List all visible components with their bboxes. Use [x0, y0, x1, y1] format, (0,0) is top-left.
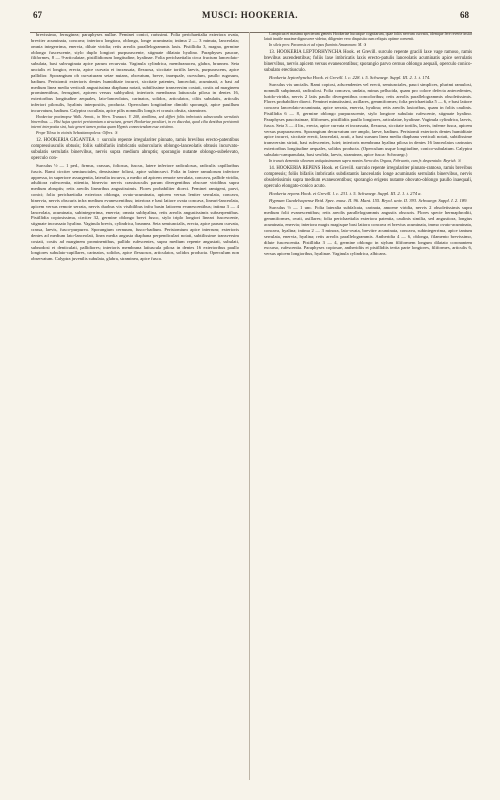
left-note-2: Prope Tilosa in viciniis Sebastianopoleos: Olfers. ♃ — [36, 130, 118, 135]
page-number-right: 68 — [460, 10, 469, 20]
species-13-locality: In truncis dementia silvarum antiquissimarum supra montes Serra dos Orgaos, Februario, cum fr. desperatulo: Beyrich. ♃ — [269, 158, 461, 163]
page-number-left: 67 — [33, 10, 42, 20]
left-note-1: Hookeriae pratimopse Walk. Arnott., in Wern. Transact. V. 208, simillima, sed differt foliis imbricatis subsecundis serrulatis binervibus. — Hisi hujus speciei peristomium a structura, generi Hookeriae peculiari, in eo discedat, quod cilia dentibus peristomii interni interposita sint, huic generi tamen potius quam Hypnis connectendam esse existimo. — [31, 114, 239, 129]
right-paragraph-0: Conspicua et maxima specierum generis Hookeriae hucusque cognitarum, quae foliis nervum curvatis, idemque fere reverte instar latuit inutile maxime dignoscere videtur, diligenter vero disquisita cum reliquis optime convenit. — [264, 32, 472, 41]
species-14-description: Surculus ½ — 1 unc. Folia lateralia subfalcata, carinata, amoene viridia, nervis 2 obsoletissimis supra medium folii evanescentibus; retis areolis parallelogrammis angustis obscuris. Flores specie hermaphroditi, gemmiformes, ovati, axillares; folia perichaetialia exteriora patentia, caulinis similia, sed angustiora, longius acuminata, enervia; interiora magis magisque basi latiora concava et brevius acuminata, immo ovato-acuminata, concava, hyalina; intima 2 — 3 minora, lato-ovata, brevitre acuminata, concava, subintegerrima, apice tantum serrulata, enervia, hyalina; retis areolis parallelogrammis. Antheridia 4 — 6, oblonga, filamento brevissimo, dilute fuscescentia. Pistillidia 3 — 4, germine oblongo in stylum filiformem longum dilatato coronantem excurso, rufescentia. Paraphyses copiosae, antheridiis et pistillidiis tertia parte longiores, filiformes, articulis 6, versus apicem longioribus, hyalinae. Vaginula cylindrica, albicans. — [264, 204, 472, 257]
right-locality-0: In silvis prov. Paraensis et ad ripas fluminis Amazonum: M. ♃ — [269, 43, 367, 47]
running-header — [0, 10, 500, 26]
left-paragraph-1: brevissimo, ferruginea; paraphyses nullae. Feminei conici, rarissimi. Folia perichaetialia exteriora ovata, breviter acuminata, concava; interiora longiora, oblonga, longe acuminata; intima 2 — 3 minuta, lanceolata; omnia integerrima, enervia, dilute viridia; retis areolis parallelogrammis laxis. Pistillidia 3, magna, germine oblongo fuscescente, stylo duplo longiori purpurascente, stigmate dilatato hyalino. Paraphyses paucae, filiformes, 8 — 9-articulatae, pistillidiorum longitudine, hyalinae. Folia perichaetialia circa fructum lanceolato-subulata, basi subvaginata apice parum recurvata. Vaginula cylindrica, membranacea, glabra, brunnea. Seta uncialis et longior, erecta, apice curvata et incrassata, flexuosa, siccitate tortilis laevis, purpurascens, apice pallidior. Sporangium ob curvaturam setae nutans, obovatum, breve, inaequale, curvulum, paullo rugosum, badium. Peristomii exterioris dentes humiditate incurvi, siccitate patentes, lanceolati, acuminati, a basi ad medium linea media verticali angustissima diaphana notati, subtilissime transversim costati, costis ad marginem prominentibus, ferruginei, apicem versus subhyalini; interioris membrana latiuscula pilosa in dentes 16, exterioribus longitudine aequales, lato-lanceolatos, carinatos, solidos, articulatos, ciliis subulatis, articulis inferiori pilosulis, hyalinis interpositis, producta. Operculum longitudine dimidii sporangii, apice pauillum incurvatum, badium. Calyptra cucullata, apice pilis nonnullis longis et crassis obsita, straminea. — [31, 32, 239, 113]
species-14-reference: Hookeria repens Hook. et Grevill. l. c. 231. t. 5. Schwaegr. Suppl. III. 2. 1. t. 274 a. — [269, 190, 422, 196]
species-13-heading: 13. HOOKERIA LEPTORHYNCHA Hook. et Grevill. surculo repente gracili laxe vage ramoso, ramis brevibus ascendentibus; foliis laxe imbricatis laxis erecto-patulis lanceolatis acuminatis apice serrulatis binervibus, nervis apicem versus evanescentibus; sporangio parvo cernuo oblongo aequali, operculo conico-subulato erectiusculo. — [264, 50, 472, 73]
running-title: MUSCI: HOOKERIA. — [201, 10, 298, 20]
species-12-description: Surculus ½ — 1 ped., firmus, crassus, foliosus, fuscus, latere inferiore radiculosus, radiculis capillaribus fuscis. Rami circiter semiunciales, densissime foliosi, apice subincurvi. Folia in latere ramulorum inferiore appressa, in superiore assurgentia, lateralia incurva, a medio ad apicem remote serrulata, concava, pallide viridia, adultiora rufescentia, nitentia, binervia: nervis crassiusculis parum divergentibus obscure viridibus supra medium abruptis; retis areolis linearibus angustissimis. Flores probabiliter dioeci. Feminei ramigeni, parvi, conici; folia perichaetialia exteriora oblonga, ovato-acuminata, apicem versus leniter serrulata, concava, binervia, nervis obscuris infra medium evanescentibus; interiora e basi latiore ovata concava, lineari-lanceolata, apicem versus remote serrata, nervis duobus vix visibilibus infra basin latiorem evanescentibus; intima 3 — 4 lanceolata, acuminata, subintegerrima, enervia; omnia subhyalina, retis areolis angustissimis subserpentibus. Pistillidia copiosissima, circiter 32, germine oblongo brevi fusco, stylo triplo longiori lineari fuscescente, stigmate incrassato hyalino. Vaginula brevis, cylindrica, brunnea. Seta semiuncialis, erecta, apice parum curvata, crassa, laevis, fusco-purpurea. Sporangium cernuum, fusco-badium. Peristomium apice interrum; exterioris dentes ad medium lato-lanceolati, linea media angusta diaphana perpendiculari notati, subtilissime transversim costati, costis ad marginem prominentibus, pallido rufescentes, supra medium repente angustati, subulati, subnodosi et denticulati, pallidiores; interioris membrana latiuscula pilosa in dentes 16 exterioribus paullo longiores subulato-capillares, carinatos, solidos, apice flexuosos, articulatos, solidos producta. Operculum non observatum. Calyptra juvenilis subulata, glabra, straminea, apice fusca. — [31, 162, 239, 262]
column-divider — [249, 32, 250, 780]
species-13-reference: Hookeria leptorhyncha Hook. et Grevill. l. c. 228. t. 5. Schwaegr. Suppl. III. 2. 1. t. 174. — [269, 75, 431, 80]
species-13-description: Surculus vix uncialis. Rami copiosi, adscendentes vel erecti, semiunciales, pauci simplices, plurimi ramulosi, nonnulli subpinnati, radiculosi. Folia concava, undata, minus pellucida, quam pro colore defecta antecedentes, lurido-viridia, nervis 2 latis paullo divergentibus concoloribus; retis areolis parallelogrammis obsoletissimis. Flores probabiliter dioeci. Feminei minutissimi, axillares, gemmiformes; folia perichaetialia 5 — 6, e basi latiore concava lanceolato-acuminata, apice serrata, enervia, hyalina; retis areolis laxioribus, quam in foliis caulinis. Pistillidia 6 — 8, germine oblongo purpurascente, stylo longiore subulato rufescente, stigmate hyalino. Paraphyses paucissimae, filiformes, pistillidiis paullo longiores, articulatae, hyalinae. Vaginula cylindrica, laevis, fusca. Seta 3 — 4 lin., erecta, apice curvata et incrassata, flexuosa, siccitate tortilis, laevis, inferne fusca, apicem versus purpurascens. Sporangium decurvatum ore amplo, laeve, badium. Peristomii exterioris dentes humiditate apice incurvi, siccitate erecti, lanceolati, acuti, a basi sursum linea media diaphana verticali notati, subtilissime transversim striati, basi rufescentes, lutei; interioris membrana hyalina pilosa in dentes 16 lanceolatos carinatos exterioribus longitudine aequales, solidos producta. (Operculum usque longitudine, conico-subulatum. Calyptra subulato-campanulata, basi sexfida, laevis, straminea, apice fusca: Schwaegr.) — [264, 81, 472, 157]
right-column — [264, 32, 472, 782]
species-14-heading: 14. HOOKERIA REPENS Hook. et Grevill. surculo repente irregulariter pinnato-ramoso, ramis brevibus compressis; foliis bifariis imbricatis subdistantis lanceolatis longe acuminatis serrulatis binervibus, nervis obsoletissimis supra medium evanescentibus; sporangio erigens nutante obovato-oblongo paullo inaequali, operculo elongato-conico acuto. — [264, 165, 472, 189]
left-column — [31, 32, 239, 782]
species-12-heading: 12. HOOKERIA GIGANTEA ♀ surculo repente irregulariter pinnato, ramis brevibus erecto-patentibus compressiusculis obtusis; foliis subbifariis imbricatis suborcularis oblongo-lanceolatis obtusis incurvato-subulatis serrulatis binervibus, nervis supra medium abruptis; sporangio nutante oblongo-subelevato, operculo con- — [31, 137, 239, 161]
species-14-reference-2: Hypnum Gundelsopense Brid. Spec. musc. II. 96. Mant. 155. Bryol. univ. II. 393. Schwaegr. Suppl. I. 2. 189. — [269, 197, 468, 203]
